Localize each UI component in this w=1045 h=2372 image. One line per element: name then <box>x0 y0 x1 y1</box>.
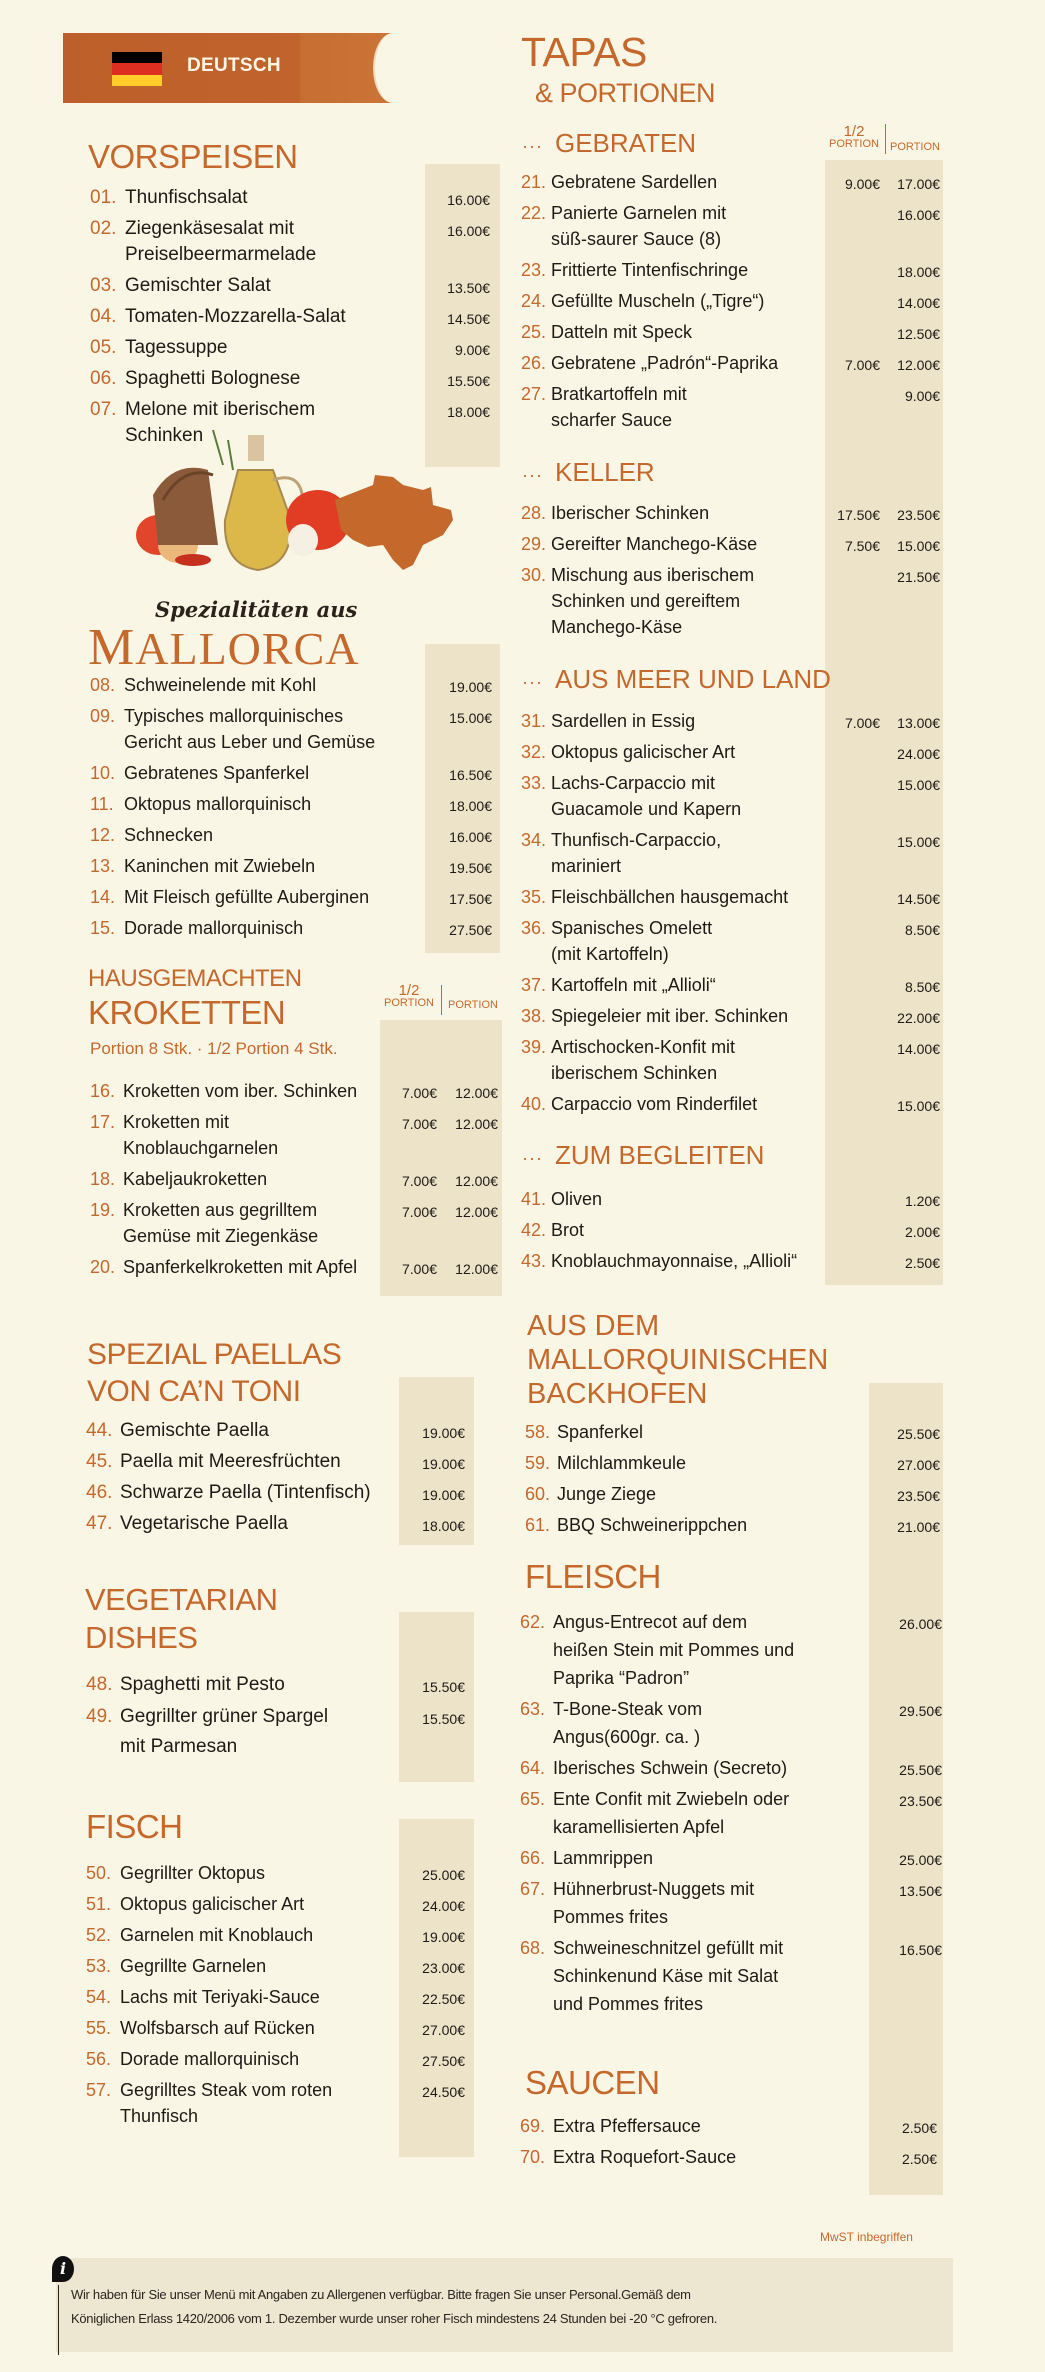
item-number: 08. <box>90 675 116 695</box>
item-price: 19.00€ <box>422 1425 465 1441</box>
kroketten-note: Portion 8 Stk. · 1/2 Portion 4 Stk. <box>90 1039 338 1058</box>
item-number: 27. <box>521 384 547 404</box>
item-number: 09. <box>90 706 116 726</box>
item-number: 10. <box>90 763 116 783</box>
item-number: 16. <box>90 1081 116 1101</box>
item-name: mariniert <box>551 856 622 876</box>
section-title-backofen-3: BACKHOFEN <box>527 1378 708 1410</box>
item-price-half: 7.00€ <box>401 1116 437 1132</box>
item-name: Kaninchen mit Zwiebeln <box>124 856 316 876</box>
item-name: und Pommes frites <box>553 1994 704 2014</box>
item-price: 18.00€ <box>449 798 492 814</box>
item-number: 30. <box>521 565 547 585</box>
item-name: Oktopus galicischer Art <box>551 742 736 762</box>
vat-note: MwST inbegriffen <box>820 2230 913 2244</box>
item-name: Kartoffeln mit „Allioli“ <box>551 975 716 995</box>
item-name: Lachs mit Teriyaki-Sauce <box>120 1987 320 2007</box>
item-name: Milchlammkeule <box>557 1453 687 1473</box>
item-name: Frittierte Tintenfischringe <box>551 260 749 280</box>
item-number: 25. <box>521 322 547 342</box>
item-number: 43. <box>521 1251 547 1271</box>
item-price-half: 9.00€ <box>844 176 880 192</box>
item-number: 68. <box>520 1938 546 1958</box>
item-price: 15.00€ <box>449 710 492 726</box>
item-price-full: 1.20€ <box>904 1193 940 1209</box>
item-price: 2.50€ <box>901 2151 937 2167</box>
item-number: 01. <box>90 187 117 208</box>
item-name: Dorade mallorquinisch <box>124 918 304 938</box>
item-price-full: 17.00€ <box>897 176 940 192</box>
item-name: Thunfisch <box>120 2106 199 2126</box>
item-number: 28. <box>521 503 547 523</box>
section-title-vorspeisen: VORSPEISEN <box>88 138 298 175</box>
item-number: 47. <box>86 1513 113 1534</box>
item-name: Spanisches Omelett <box>551 918 713 938</box>
item-price: 24.50€ <box>422 2084 465 2100</box>
colhead-half: 1/2 PORTION <box>384 982 434 1009</box>
item-number: 33. <box>521 773 547 793</box>
info-divider <box>58 2285 59 2355</box>
item-number: 02. <box>90 218 117 239</box>
item-name: Oliven <box>551 1189 603 1209</box>
item-name: Panierte Garnelen mit <box>551 203 727 223</box>
item-number: 06. <box>90 368 117 389</box>
item-number: 61. <box>525 1515 551 1535</box>
item-number: 32. <box>521 742 547 762</box>
item-number: 40. <box>521 1094 547 1114</box>
german-flag-icon <box>112 52 162 86</box>
section-title-tapas: TAPAS <box>521 29 647 75</box>
item-number: 04. <box>90 306 117 327</box>
item-price-full: 15.00€ <box>897 834 940 850</box>
item-number: 31. <box>521 711 547 731</box>
item-price-full: 2.00€ <box>904 1224 940 1240</box>
item-name: Hühnerbrust-Nuggets mit <box>553 1879 755 1899</box>
item-number: 42. <box>521 1220 547 1240</box>
item-name: Gefüllte Muscheln („Tigre“) <box>551 291 765 311</box>
item-number: 69. <box>520 2116 546 2136</box>
section-title-vegetarian-1: VEGETARIAN <box>85 1582 278 1617</box>
item-name: Fleischbällchen hausgemacht <box>551 887 789 907</box>
item-name: Bratkartoffeln mit <box>551 384 687 404</box>
item-name: Gegrilltes Steak vom roten <box>120 2080 333 2100</box>
item-price-full: 15.00€ <box>897 1098 940 1114</box>
item-number: 57. <box>86 2080 112 2100</box>
item-number: 35. <box>521 887 547 907</box>
language-banner[interactable] <box>63 33 399 103</box>
item-price-full: 12.00€ <box>455 1085 498 1101</box>
item-name: mit Parmesan <box>120 1736 238 1757</box>
item-price: 13.50€ <box>447 280 490 296</box>
item-price: 23.50€ <box>897 1488 940 1504</box>
item-number: 38. <box>521 1006 547 1026</box>
item-name: Iberischer Schinken <box>551 503 710 523</box>
item-name: Typisches mallorquinisches <box>124 706 344 726</box>
item-price: 18.00€ <box>422 1518 465 1534</box>
item-price: 16.00€ <box>449 829 492 845</box>
item-name: (mit Kartoffeln) <box>551 944 669 964</box>
mallorca-subtitle: Spezialitäten aus <box>155 597 358 622</box>
item-number: 65. <box>520 1789 546 1809</box>
section-title-paellas-2: VON CA’N TONI <box>87 1375 301 1408</box>
item-name: Sardellen in Essig <box>551 711 696 731</box>
item-name: Preiselbeermarmelade <box>125 244 317 265</box>
food-illustration-icon <box>113 425 458 600</box>
item-price-full: 22.00€ <box>897 1010 940 1026</box>
item-price-full: 13.00€ <box>897 715 940 731</box>
allergen-info-text: Wir haben für Sie unser Menü mit Angaben zu Allergenen verfügbar. Bitte fragen Sie unser Personal.Gemäß dem Königlichen Erlass 1420/2006 vom 1. Dezember wurde unser roher Fisch mindestens 24 Stunden bei -20 °C gefroren. <box>71 2287 718 2326</box>
item-name: Gegrillter grüner Spargel <box>120 1706 329 1727</box>
item-number: 70. <box>520 2147 546 2167</box>
item-name: Ziegenkäsesalat mit <box>125 218 294 239</box>
item-name: Ente Confit mit Zwiebeln oder <box>553 1789 790 1809</box>
item-price: 23.00€ <box>422 1960 465 1976</box>
item-number: 26. <box>521 353 547 373</box>
item-price-full: 12.00€ <box>455 1116 498 1132</box>
item-number: 12. <box>90 825 116 845</box>
language-label: DEUTSCH <box>187 55 281 76</box>
item-number: 54. <box>86 1987 112 2007</box>
item-number: 66. <box>520 1848 546 1868</box>
item-name: Gemischte Paella <box>120 1420 269 1441</box>
item-price-full: 14.00€ <box>897 1041 940 1057</box>
section-title-fleisch: FLEISCH <box>525 1558 661 1595</box>
item-price-full: 8.50€ <box>904 922 940 938</box>
item-price-half: 7.00€ <box>844 357 880 373</box>
item-price: 25.50€ <box>899 1762 942 1778</box>
item-name: Tagessuppe <box>125 337 228 358</box>
item-name: karamellisierten Apfel <box>553 1817 725 1837</box>
item-price: 27.50€ <box>422 2053 465 2069</box>
item-number: 45. <box>86 1451 113 1472</box>
item-name: BBQ Schweinerippchen <box>557 1515 748 1535</box>
item-price: 18.00€ <box>447 404 490 420</box>
item-number: 44. <box>86 1420 113 1441</box>
item-price-full: 12.50€ <box>897 326 940 342</box>
item-name: Kroketten mit <box>123 1112 230 1132</box>
item-price: 19.50€ <box>449 860 492 876</box>
item-name: Melone mit iberischem <box>125 399 316 420</box>
item-name: Gegrillter Oktopus <box>120 1863 266 1883</box>
item-price-full: 21.50€ <box>897 569 940 585</box>
section-title-paellas-1: SPEZIAL PAELLAS <box>87 1338 342 1371</box>
item-number: 58. <box>525 1422 551 1442</box>
item-number: 62. <box>520 1612 546 1632</box>
item-name: Iberisches Schwein (Secreto) <box>553 1758 788 1778</box>
colhead-divider <box>441 985 442 1015</box>
item-number: 05. <box>90 337 117 358</box>
item-name: scharfer Sauce <box>551 410 673 430</box>
item-price: 27.50€ <box>449 922 492 938</box>
item-name: Junge Ziege <box>557 1484 657 1504</box>
item-name: Wolfsbarsch auf Rücken <box>120 2018 315 2038</box>
item-number: 52. <box>86 1925 112 1945</box>
item-name: Gebratene „Padrón“-Paprika <box>551 353 779 373</box>
item-price: 16.50€ <box>449 767 492 783</box>
item-price: 26.00€ <box>899 1616 942 1632</box>
item-name: Lachs-Carpaccio mit <box>551 773 716 793</box>
item-name: Gegrillte Garnelen <box>120 1956 267 1976</box>
item-price: 15.50€ <box>422 1679 465 1695</box>
section-title-vegetarian-2: DISHES <box>85 1620 198 1655</box>
item-name: Thunfischsalat <box>125 187 248 208</box>
section-title-backofen-2: MALLORQUINISCHEN <box>527 1344 829 1376</box>
item-name: Schweineschnitzel gefüllt mit <box>553 1938 784 1958</box>
item-price: 13.50€ <box>899 1883 942 1899</box>
item-price-half: 7.00€ <box>401 1085 437 1101</box>
item-price-full: 15.00€ <box>897 538 940 554</box>
item-name: Garnelen mit Knoblauch <box>120 1925 314 1945</box>
item-price: 2.50€ <box>901 2120 937 2136</box>
item-name: Artischocken-Konfit mit <box>551 1037 736 1057</box>
item-price-full: 12.00€ <box>897 357 940 373</box>
item-number: 21. <box>521 172 547 192</box>
price-band-backofen-fleisch-saucen <box>869 1383 943 2195</box>
item-name: Gebratenes Spanferkel <box>124 763 310 783</box>
item-name: Spaghetti Bolognese <box>125 368 301 389</box>
item-name: Paella mit Meeresfrüchten <box>120 1451 341 1472</box>
item-name: Mischung aus iberischem <box>551 565 755 585</box>
item-name: Spanferkelkroketten mit Apfel <box>123 1257 358 1277</box>
item-price-half: 17.50€ <box>837 507 880 523</box>
item-name: Knoblauchgarnelen <box>123 1138 279 1158</box>
item-price-full: 12.00€ <box>455 1261 498 1277</box>
item-price: 25.00€ <box>422 1867 465 1883</box>
section-title-saucen: SAUCEN <box>525 2064 660 2101</box>
item-number: 46. <box>86 1482 113 1503</box>
section-subtitle-portionen: & PORTIONEN <box>535 78 716 108</box>
item-name: Thunfisch-Carpaccio, <box>551 830 722 850</box>
item-name: Angus-Entrecot auf dem <box>553 1612 748 1632</box>
item-price: 17.50€ <box>449 891 492 907</box>
item-name: Brot <box>551 1220 585 1240</box>
item-price: 16.50€ <box>899 1942 942 1958</box>
item-number: 19. <box>90 1200 116 1220</box>
item-price: 29.50€ <box>899 1703 942 1719</box>
colhead-full-tapas: PORTION <box>890 141 940 153</box>
subsection-gebraten: ··· GEBRATEN <box>522 128 697 158</box>
item-number: 51. <box>86 1894 112 1914</box>
item-name: Oktopus galicischer Art <box>120 1894 305 1914</box>
item-price: 23.50€ <box>899 1793 942 1809</box>
item-number: 60. <box>525 1484 551 1504</box>
item-price: 21.00€ <box>897 1519 940 1535</box>
item-number: 24. <box>521 291 547 311</box>
item-name: Paprika “Padron” <box>553 1668 690 1688</box>
item-name: Carpaccio vom Rinderfilet <box>551 1094 758 1114</box>
item-price-half: 7.00€ <box>401 1204 437 1220</box>
item-name: Gemischter Salat <box>125 275 271 296</box>
item-price: 14.50€ <box>447 311 490 327</box>
item-name: Guacamole und Kapern <box>551 799 742 819</box>
item-price-half: 7.50€ <box>844 538 880 554</box>
item-number: 14. <box>90 887 116 907</box>
item-number: 03. <box>90 275 117 296</box>
item-price-full: 12.00€ <box>455 1173 498 1189</box>
item-price-half: 7.00€ <box>844 715 880 731</box>
item-name: Schinkenund Käse mit Salat <box>553 1966 779 1986</box>
item-number: 36. <box>521 918 547 938</box>
section-title-backofen-1: AUS DEM <box>527 1310 660 1342</box>
item-name: Oktopus mallorquinisch <box>124 794 312 814</box>
price-band-kroketten <box>380 1020 502 1296</box>
item-name: Schwarze Paella (Tintenfisch) <box>120 1482 371 1503</box>
price-band-vegetarian <box>399 1612 474 1782</box>
item-name: Angus(600gr. ca. ) <box>553 1727 701 1747</box>
item-name: Datteln mit Speck <box>551 322 693 342</box>
item-price: 27.00€ <box>422 2022 465 2038</box>
item-price: 15.50€ <box>422 1711 465 1727</box>
item-name: Extra Roquefort-Sauce <box>553 2147 737 2167</box>
item-name: süß-saurer Sauce (8) <box>551 229 722 249</box>
item-name: Schnecken <box>124 825 214 845</box>
item-number: 20. <box>90 1257 116 1277</box>
item-number: 67. <box>520 1879 546 1899</box>
item-number: 50. <box>86 1863 112 1883</box>
item-name: T-Bone-Steak vom <box>553 1699 703 1719</box>
mallorca-title: MALLORCA <box>88 619 360 676</box>
section-title-fisch: FISCH <box>86 1808 183 1845</box>
colhead-half-tapas: 1/2 PORTION <box>829 123 879 150</box>
item-price-full: 9.00€ <box>904 388 940 404</box>
item-name: Dorade mallorquinisch <box>120 2049 300 2069</box>
item-name: Manchego-Käse <box>551 617 683 637</box>
section-title-kroketten-2: KROKETTEN <box>88 994 286 1031</box>
item-number: 15. <box>90 918 116 938</box>
item-price: 19.00€ <box>422 1456 465 1472</box>
item-number: 18. <box>90 1169 116 1189</box>
item-name: Gemüse mit Ziegenkäse <box>123 1226 319 1246</box>
item-number: 07. <box>90 399 117 420</box>
item-name: Vegetarische Paella <box>120 1513 288 1534</box>
subsection-begleiten: ··· ZUM BEGLEITEN <box>522 1140 765 1170</box>
item-price: 25.00€ <box>899 1852 942 1868</box>
item-price-half: 7.00€ <box>401 1173 437 1189</box>
item-number: 23. <box>521 260 547 280</box>
item-number: 56. <box>86 2049 112 2069</box>
item-name: Tomaten-Mozzarella-Salat <box>125 306 346 327</box>
item-number: 63. <box>520 1699 546 1719</box>
item-number: 29. <box>521 534 547 554</box>
item-price: 9.00€ <box>454 342 490 358</box>
item-number: 41. <box>521 1189 547 1209</box>
item-price-full: 14.00€ <box>897 295 940 311</box>
item-number: 39. <box>521 1037 547 1057</box>
item-number: 48. <box>86 1674 113 1695</box>
item-name: Mit Fleisch gefüllte Auberginen <box>124 887 370 907</box>
item-price: 15.50€ <box>447 373 490 389</box>
item-price: 16.00€ <box>447 223 490 239</box>
item-name: Lammrippen <box>553 1848 654 1868</box>
item-name: Gebratene Sardellen <box>551 172 718 192</box>
item-name: Gericht aus Leber und Gemüse <box>124 732 376 752</box>
item-name: Schinken und gereiftem <box>551 591 741 611</box>
item-price-full: 2.50€ <box>904 1255 940 1271</box>
item-price-full: 15.00€ <box>897 777 940 793</box>
colhead-divider-tapas <box>885 124 886 154</box>
item-price: 27.00€ <box>897 1457 940 1473</box>
item-name: Spiegeleier mit iber. Schinken <box>551 1006 789 1026</box>
item-name: Spaghetti mit Pesto <box>120 1674 285 1695</box>
item-name: Spanferkel <box>557 1422 644 1442</box>
item-price-full: 12.00€ <box>455 1204 498 1220</box>
item-name: iberischem Schinken <box>551 1063 718 1083</box>
item-number: 59. <box>525 1453 551 1473</box>
subsection-meer-land: ··· AUS MEER UND LAND <box>522 664 831 694</box>
item-number: 17. <box>90 1112 116 1132</box>
item-number: 22. <box>521 203 547 223</box>
colhead-full: PORTION <box>448 999 498 1011</box>
item-price: 24.00€ <box>422 1898 465 1914</box>
item-name: Schweinelende mit Kohl <box>124 675 317 695</box>
item-price-full: 16.00€ <box>897 207 940 223</box>
item-price: 25.50€ <box>897 1426 940 1442</box>
item-price-full: 23.50€ <box>897 507 940 523</box>
item-name: Kroketten aus gegrilltem <box>123 1200 318 1220</box>
item-price: 19.00€ <box>422 1929 465 1945</box>
subsection-keller: ··· KELLER <box>522 457 655 487</box>
item-name: Kabeljaukroketten <box>123 1169 268 1189</box>
item-price-full: 18.00€ <box>897 264 940 280</box>
item-price-full: 14.50€ <box>897 891 940 907</box>
item-name: Extra Pfeffersauce <box>553 2116 701 2136</box>
item-price: 19.00€ <box>449 679 492 695</box>
item-price: 19.00€ <box>422 1487 465 1503</box>
item-name: Kroketten vom iber. Schinken <box>123 1081 358 1101</box>
item-number: 34. <box>521 830 547 850</box>
item-price-full: 8.50€ <box>904 979 940 995</box>
item-name: heißen Stein mit Pommes und <box>553 1640 795 1660</box>
item-name: Knoblauchmayonnaise, „Allioli“ <box>551 1251 798 1271</box>
item-price-half: 7.00€ <box>401 1261 437 1277</box>
item-number: 11. <box>90 794 114 814</box>
item-number: 49. <box>86 1706 113 1727</box>
item-number: 53. <box>86 1956 112 1976</box>
item-name: Pommes frites <box>553 1907 669 1927</box>
item-number: 64. <box>520 1758 546 1778</box>
item-name: Schinken <box>125 425 204 446</box>
item-name: Gereifter Manchego-Käse <box>551 534 758 554</box>
item-number: 37. <box>521 975 547 995</box>
item-price-full: 24.00€ <box>897 746 940 762</box>
banner-notch <box>373 33 413 103</box>
item-price: 22.50€ <box>422 1991 465 2007</box>
item-number: 55. <box>86 2018 112 2038</box>
info-icon: i <box>52 2256 74 2282</box>
section-title-kroketten-1: HAUSGEMACHTEN <box>88 965 302 992</box>
item-number: 13. <box>90 856 116 876</box>
item-price: 16.00€ <box>447 192 490 208</box>
